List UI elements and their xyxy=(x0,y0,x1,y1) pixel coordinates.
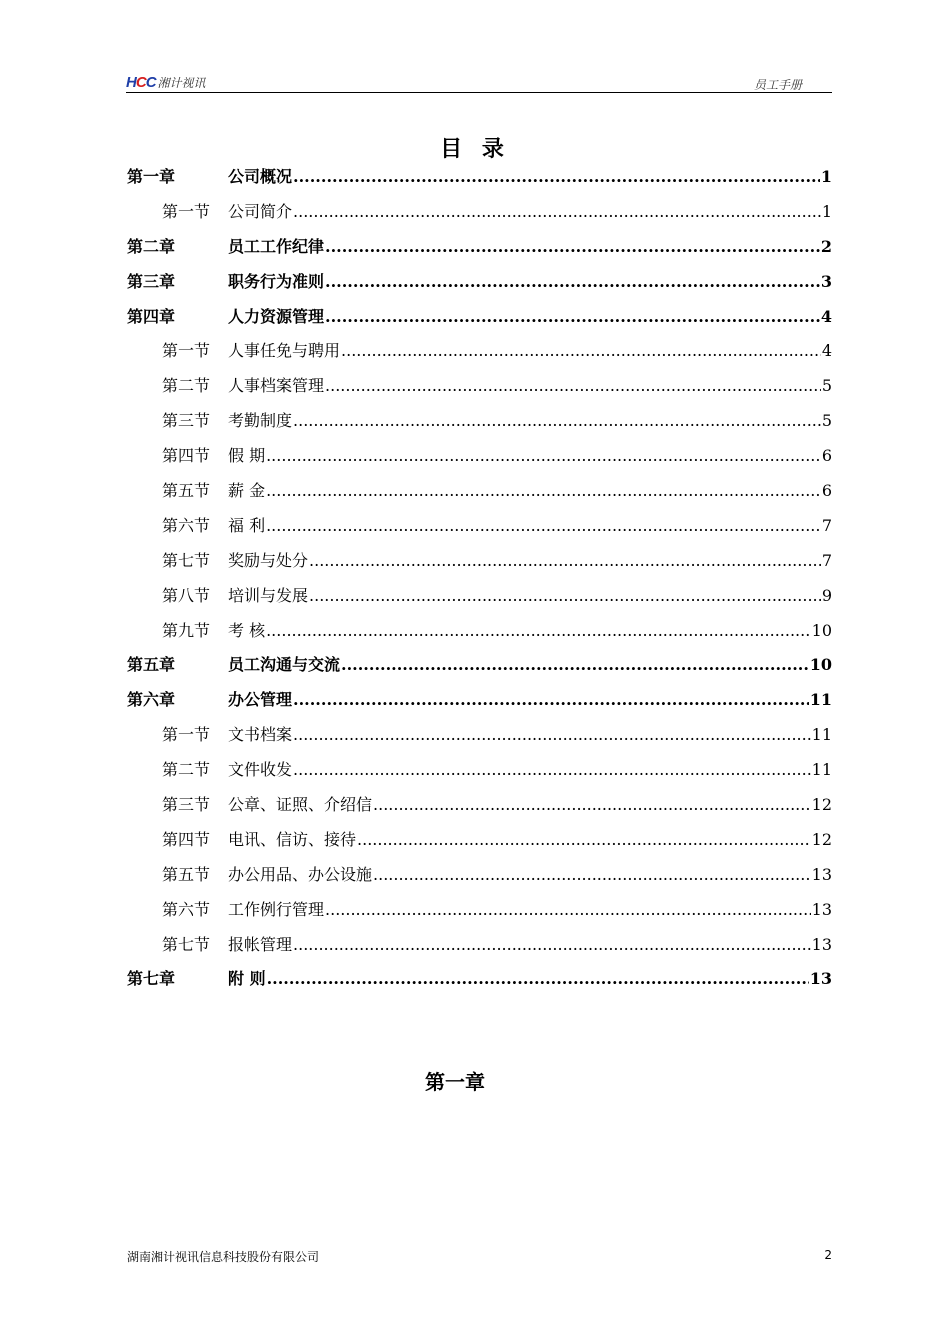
toc-entry-chapter[interactable] xyxy=(127,683,832,718)
toc-entry-section[interactable] xyxy=(127,614,832,649)
toc-dot-leader xyxy=(293,404,821,439)
toc-entry-page: 4 xyxy=(821,341,832,361)
toc-dot-leader xyxy=(325,893,811,928)
toc-entry-page: 12 xyxy=(811,795,832,815)
toc-entry-page: 6 xyxy=(821,481,832,501)
toc-entry-number: 第五章 xyxy=(127,655,176,675)
toc-dot-leader xyxy=(357,823,811,858)
toc-entry-section[interactable] xyxy=(127,579,832,614)
toc-entry-title: 附 则 xyxy=(228,969,266,989)
chapter-heading: 第一章 xyxy=(425,1070,485,1094)
toc-entry-title: 员工沟通与交流 xyxy=(228,655,341,675)
toc-entry-section[interactable] xyxy=(127,928,832,963)
table-of-contents xyxy=(127,160,832,997)
toc-entry-number: 第八节 xyxy=(162,585,211,605)
toc-entry-page: 11 xyxy=(809,690,832,710)
toc-dot-leader xyxy=(266,439,821,474)
toc-dot-leader xyxy=(373,788,811,823)
toc-entry-section[interactable] xyxy=(127,334,832,369)
toc-entry-number: 第二节 xyxy=(162,760,211,780)
toc-entry-number: 第四节 xyxy=(162,829,211,849)
toc-entry-number: 第三节 xyxy=(162,411,211,431)
toc-dot-leader xyxy=(325,230,820,265)
toc-entry-title: 培训与发展 xyxy=(228,585,309,605)
toc-entry-number: 第五节 xyxy=(162,864,211,884)
toc-entry-title: 人事任免与聘用 xyxy=(228,341,341,361)
toc-entry-title: 考 核 xyxy=(228,620,266,640)
toc-entry-section[interactable] xyxy=(127,509,832,544)
toc-dot-leader xyxy=(293,683,809,718)
toc-entry-page: 13 xyxy=(809,969,832,989)
toc-entry-title: 人力资源管理 xyxy=(228,306,325,326)
toc-dot-leader xyxy=(266,614,811,649)
toc-dot-leader xyxy=(266,509,821,544)
footer-company: 湖南湘计视讯信息科技股份有限公司 xyxy=(127,1250,320,1264)
toc-entry-number: 第七节 xyxy=(162,934,211,954)
toc-entry-number: 第五节 xyxy=(162,481,211,501)
toc-entry-chapter[interactable] xyxy=(127,300,832,335)
toc-entry-page: 11 xyxy=(811,725,832,745)
company-logo xyxy=(126,74,206,91)
toc-entry-title: 公章、证照、介绍信 xyxy=(228,795,373,815)
toc-entry-number: 第一章 xyxy=(127,167,176,186)
toc-entry-number: 第四章 xyxy=(127,306,176,326)
toc-entry-number: 第二节 xyxy=(162,376,211,396)
toc-entry-page: 13 xyxy=(811,934,832,954)
toc-entry-section[interactable] xyxy=(127,823,832,858)
toc-entry-page: 1 xyxy=(820,167,832,186)
toc-entry-section[interactable] xyxy=(127,893,832,928)
toc-entry-number: 第一节 xyxy=(162,341,211,361)
toc-entry-section[interactable] xyxy=(127,718,832,753)
toc-entry-number: 第七节 xyxy=(162,550,211,570)
toc-entry-number: 第一节 xyxy=(162,725,211,745)
toc-entry-title: 考勤制度 xyxy=(228,411,293,431)
toc-entry-page: 12 xyxy=(811,829,832,849)
toc-entry-section[interactable] xyxy=(127,369,832,404)
toc-entry-section[interactable] xyxy=(127,544,832,579)
toc-entry-title: 人事档案管理 xyxy=(228,376,325,396)
toc-entry-section[interactable] xyxy=(127,753,832,788)
toc-entry-title: 奖励与处分 xyxy=(228,550,309,570)
toc-dot-leader xyxy=(309,544,821,579)
toc-entry-section[interactable] xyxy=(127,439,832,474)
footer-page-number: 2 xyxy=(824,1248,832,1262)
toc-entry-chapter[interactable] xyxy=(127,962,832,997)
toc-entry-page: 5 xyxy=(821,411,832,431)
toc-dot-leader xyxy=(325,369,821,404)
logo-text: 湘计视讯 xyxy=(157,76,206,90)
toc-entry-number: 第六节 xyxy=(162,515,211,535)
toc-dot-leader xyxy=(293,160,820,195)
toc-entry-number: 第一节 xyxy=(162,201,211,221)
toc-dot-leader xyxy=(293,753,811,788)
toc-entry-section[interactable] xyxy=(127,858,832,893)
toc-entry-title: 文件收发 xyxy=(228,760,293,780)
toc-entry-section[interactable] xyxy=(127,788,832,823)
toc-dot-leader xyxy=(266,474,821,509)
toc-entry-page: 9 xyxy=(821,585,832,605)
toc-entry-section[interactable] xyxy=(127,195,832,230)
toc-entry-title: 办公管理 xyxy=(228,690,293,710)
toc-entry-page: 4 xyxy=(820,306,832,326)
toc-entry-title: 福 利 xyxy=(228,515,266,535)
toc-entry-title: 职务行为准则 xyxy=(228,271,325,291)
toc-dot-leader xyxy=(341,648,809,683)
toc-entry-title: 电讯、信访、接待 xyxy=(228,829,357,849)
toc-entry-page: 10 xyxy=(809,655,832,675)
toc-entry-page: 5 xyxy=(821,376,832,396)
toc-entry-page: 10 xyxy=(811,620,832,640)
toc-entry-title: 员工工作纪律 xyxy=(228,236,325,256)
toc-entry-title: 工作例行管理 xyxy=(228,899,325,919)
toc-dot-leader xyxy=(325,300,820,335)
header-title: 员工手册 xyxy=(753,78,802,92)
hcc-logo-mark: HCC xyxy=(126,74,156,91)
toc-entry-number: 第九节 xyxy=(162,620,211,640)
toc-entry-section[interactable] xyxy=(127,474,832,509)
toc-entry-title: 报帐管理 xyxy=(228,934,293,954)
toc-dot-leader xyxy=(373,858,811,893)
toc-entry-page: 2 xyxy=(820,236,832,256)
toc-entry-title: 办公用品、办公设施 xyxy=(228,864,373,884)
toc-entry-title: 公司概况 xyxy=(228,167,293,186)
toc-entry-title: 文书档案 xyxy=(228,725,293,745)
toc-entry-number: 第六章 xyxy=(127,690,176,710)
toc-entry-number: 第七章 xyxy=(127,969,176,989)
toc-entry-number: 第四节 xyxy=(162,446,211,466)
toc-entry-page: 3 xyxy=(820,271,832,291)
toc-entry-chapter[interactable] xyxy=(127,160,832,195)
page-header xyxy=(126,70,832,93)
toc-entry-title: 假 期 xyxy=(228,446,266,466)
toc-entry-page: 1 xyxy=(821,201,832,221)
toc-dot-leader xyxy=(267,962,809,997)
toc-entry-page: 7 xyxy=(821,515,832,535)
toc-entry-title: 公司简介 xyxy=(228,201,293,221)
toc-entry-page: 6 xyxy=(821,446,832,466)
toc-entry-number: 第二章 xyxy=(127,236,176,256)
toc-dot-leader xyxy=(293,928,811,963)
toc-entry-page: 13 xyxy=(811,864,832,884)
toc-dot-leader xyxy=(309,579,821,614)
toc-dot-leader xyxy=(293,718,811,753)
toc-entry-number: 第三章 xyxy=(127,271,176,291)
toc-dot-leader xyxy=(325,265,820,300)
toc-entry-chapter[interactable] xyxy=(127,265,832,300)
toc-entry-section[interactable] xyxy=(127,404,832,439)
toc-entry-title: 薪 金 xyxy=(228,481,266,501)
toc-dot-leader xyxy=(293,195,821,230)
toc-entry-chapter[interactable] xyxy=(127,230,832,265)
toc-entry-number: 第三节 xyxy=(162,795,211,815)
toc-entry-number: 第六节 xyxy=(162,899,211,919)
toc-entry-page: 11 xyxy=(811,760,832,780)
toc-dot-leader xyxy=(341,334,821,369)
toc-title: 目 录 xyxy=(440,136,510,162)
toc-entry-page: 13 xyxy=(811,899,832,919)
toc-entry-page: 7 xyxy=(821,550,832,570)
toc-entry-chapter[interactable] xyxy=(127,648,832,683)
